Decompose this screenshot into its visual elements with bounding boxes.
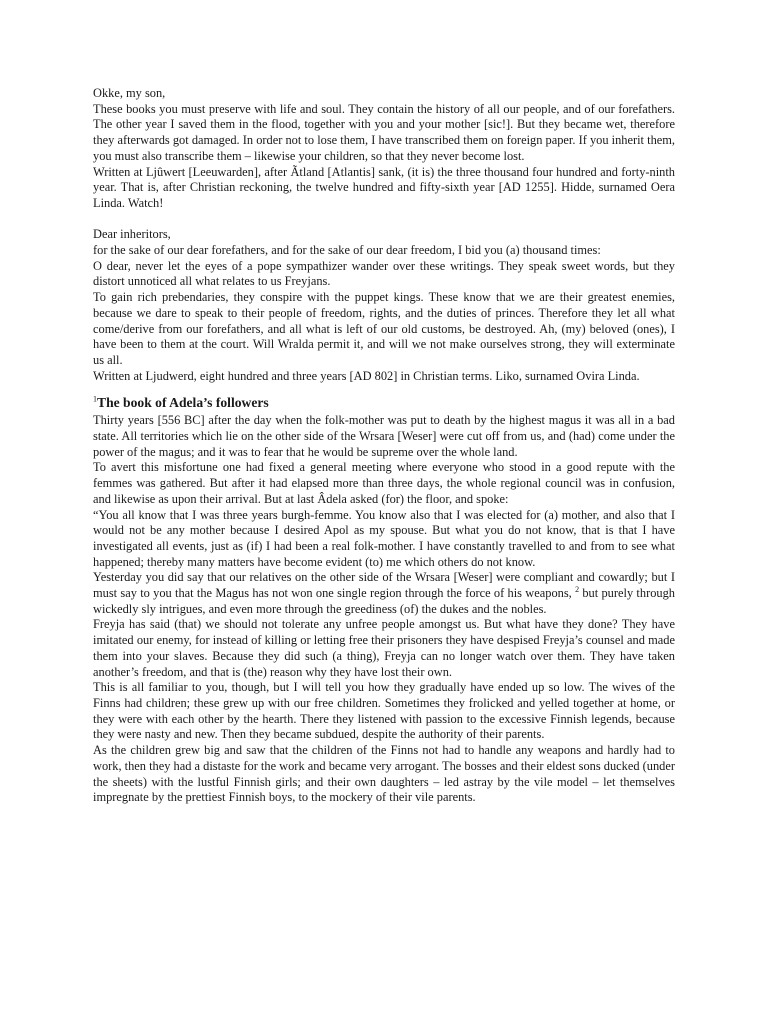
paragraph-gap [93, 384, 675, 394]
section-paragraph-6: This is all familiar to you, though, but I will tell you how they gradually have ended up so low. The wives of the Finns had children; these grew up with our free children. Sometimes they frolicked and yelled together at home, or they were with each other by the hearth. There they listened with passion to the excessive Finnish legends, because they were nasty and new. Then they became subdued, despite the authority of their parents. [93, 680, 675, 742]
letter2-line3: To gain rich prebendaries, they conspire with the puppet kings. These know that we are their greatest enemies, because we dare to speak to their people of freedom, rights, and the duties of princes. Therefore they let all what come/derive from our forefathers, and all what is left of our old customs, be destroyed. Ah, (my) beloved (ones), I have been to them at the court. Will Wralda permit it, and will we not make ourselves strong, they will exterminate us all. [93, 290, 675, 367]
letter2-signature: Written at Ljudwerd, eight hundred and three years [AD 802] in Christian terms. Liko, surnamed Ovira Linda. [93, 368, 640, 383]
section-paragraph-2: To avert this misfortune one had fixed a general meeting where everyone who stood in a good repute with the femmes was gathered. But after it had elapsed more than three days, the whole regional council was in confusion, and likewise as upon their arrival. But at last Âdela asked (for) the floor, and spoke: [93, 460, 675, 506]
letter2-line1: for the sake of our dear forefathers, and for the sake of our dear freedom, I bid you (a) thousand times: [93, 243, 601, 258]
letter1-salutation: Okke, my son, [93, 86, 166, 100]
section-paragraph-1: Thirty years [556 BC] after the day when the folk-mother was put to death by the highest magus it was all in a bad state. All territories which lie on the other side of the Wrsara [Weser] were cut off from us, and (had) come under the power of the magus; and it was to fear that he would be supreme over the whole land. [93, 413, 675, 459]
section-paragraph-4a: Yesterday you did say that our relatives on the other side of the Wrsara [Weser] were compliant and cowardly; but I must say to you that the Magus has not won one single region through the force of his weapons, [93, 570, 675, 601]
footnote-mark-2: 2 [575, 584, 580, 594]
section-title-text: The book of Adela’s followers [97, 395, 269, 411]
letter2-salutation: Dear inheritors, [93, 227, 171, 242]
section-paragraph-3: “You all know that I was three years burgh-femme. You know also that I was elected for (a) mother, and also that I would not be any mother because I desired Apol as my spouse. But what you do not know, that is that I have investigated all events, just as (if) I had been a real folk-mother. I have constantly travelled to and from to see what happened; thereby many matters have become evident (to) me which others do not know. [93, 507, 675, 569]
section-title [93, 394, 675, 411]
document-page [93, 86, 675, 806]
footnote-mark: 1 [93, 394, 97, 404]
section-paragraph-4b: but purely through wickedly sly intrigues, and even more through the greediness (of) the dukes and the nobles. [93, 586, 675, 616]
letter2-line2: O dear, never let the eyes of a pope sympathizer wander over these writings. They speak sweet words, but they distort unnoticed all what relates to us Freyjans. [93, 258, 675, 289]
section-paragraph-4 [93, 570, 675, 617]
section-paragraph-7: As the children grew big and saw that the children of the Finns not had to handle any weapons and hardly had to work, then they had a distaste for the work and became very arrogant. The bosses and their eldest sons ducked (under the sheets) with the lustful Finnish girls; and their own daughters – led astray by the vile model – let themselves impregnate by the prettiest Finnish boys, to the mockery of their vile parents. [93, 743, 675, 805]
paragraph-gap [93, 212, 675, 228]
letter1-body: These books you must preserve with life and soul. They contain the history of all our people, and of our forefathers. The other year I saved them in the flood, together with you and your mother [sic!]. But they became wet, therefore they afterwards got damaged. In order not to lose them, I have transcribed them on foreign paper. If you inherit them, you must also transcribe them – likewise your children, so that they never become lost. [93, 101, 675, 163]
letter1-signature: Written at Ljûwert [Leeuwarden], after Ãtland [Atlantis] sank, (it is) the three thousand four hundred and forty-ninth year. That is, after Christian reckoning, the twelve hundred and fifty-sixth year [AD 1255]. Hidde, surnamed Oera Linda. Watch! [93, 164, 675, 210]
section-paragraph-5: Freyja has said (that) we should not tolerate any unfree people amongst us. But what have they done? They have imitated our enemy, for instead of killing or letting free their prisoners they have despised Freyja’s counsel and made them into your slaves. Because they did such (a thing), Freyja can no longer watch over them. They have taken another’s freedom, and that is (the) reason why they have lost their own. [93, 617, 675, 679]
